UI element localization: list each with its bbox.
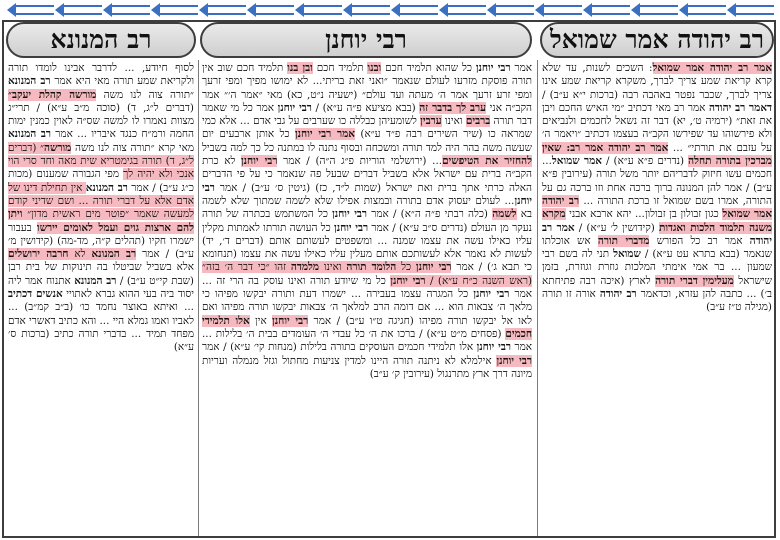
highlighted-passage: אמר: [748, 62, 772, 74]
text-segment: אילמלא לא ניתנה תורה היינו למדין צניעות מחתול וגזל מנמלה ועריות מיונה דרך ארץ מתרנגול (עירובין ק׳ ע״ב): [202, 354, 532, 380]
text-segment: רב המנונא: [8, 75, 51, 88]
text-segment: רבי יוחנן: [202, 181, 532, 207]
text-segment: אתנוח אמר ליה יסוד ביה בעי ההוא גברא לאתויי: [8, 274, 194, 301]
arrow-left-icon: [112, 5, 150, 15]
highlighted-passage: ואינו: [319, 261, 347, 274]
text-segment: רבי יוחנן: [334, 221, 369, 234]
column-divider: [537, 60, 538, 536]
text-segment: אמר שמואל: [551, 155, 602, 168]
highlighted-passage: חרבה ירושלים: [8, 248, 69, 261]
text-segment: לא כרת הקב״ה ברית עם ישראל אלא בשביל דברים שבעל פה שנאמר כי על פי הדברים האלה כרתי אתך ברית ואת ישראל (שמות ל״ד, כז) (גיטין ס׳ ע״ב) / אמר: [202, 155, 532, 194]
text-segment: ״תורה צוה לנו משה: [96, 88, 194, 101]
text-segment: אורה זו תורה (מגילה ט״ז ע״ב): [542, 288, 772, 314]
text-segment: לארץ (איכה רבה פתיחתא ב׳) ... כתבה להן עזרא, וכדאמר: [542, 274, 772, 301]
column-header-rav-yehuda: רב יהודה אמר שמואל: [540, 22, 774, 58]
text-segment: אלו תלמידי חכמים העוסקים בתורה בלילות (מנחות קי׳ ע״א) / אמר: [202, 341, 477, 354]
text-segment: כל אותן ארבעים יום שעשה משה בהר היה למד תורה ומשכחה ובסוף נתנה לו במתנה כל כך למה בשביל: [202, 128, 532, 154]
text-segment: לסוף חיודע, ... לדרבר אבינו לומדו תורה ולקריאת שמע תורה מאי היא אמר: [8, 62, 194, 88]
highlighted-passage: זהו ״כי דבר ה׳ בזה״ (ראש השנה כ״ח ע״א) /: [202, 261, 532, 287]
text-segment: אש אוכלתו שנאמר (בבא בתרא עט ע״א) /: [542, 234, 772, 261]
text-segment: אלא בשביל שביטלו בה תינוקות של בית רבן (שבת קי״ט ע״ב) /: [8, 261, 194, 287]
arrow-left-icon: [496, 5, 534, 15]
text-segment: רבי יוחנן: [332, 208, 368, 221]
text-segment: (בבא מציעא פ״ה ע״א) /: [311, 101, 420, 114]
highlighted-passage: אמר רבי יוחנן: [295, 128, 355, 141]
highlighted-passage: מקרא משנה תלמוד הלכות ואגדות: [542, 208, 772, 234]
highlighted-passage: ערבין: [420, 115, 442, 128]
arrow-left-icon: [256, 5, 294, 15]
arrow-left-icon: [400, 5, 438, 15]
text-segment: מפי הגבורה שמענום (מכות כ״ג ע״ב) / אמר: [8, 168, 194, 194]
arrow-left-icon: [64, 5, 102, 15]
column-text-rav-hamnuna: [8, 62, 194, 534]
highlighted-passage: מלמדה: [290, 261, 320, 274]
text-segment: כל המגרה עצמו בעבירה ... ישמרו דעת ותורה יבקשו מפיהו כי מלאך ה׳ צבאות הוא ... אם דומה הרב למלאך ה׳ צבאות יבקשו תורה מפיהו ואם לאו אל יבקשו תורה מפיהו (חגיגה ט״ו ע״ב) / אמר: [202, 288, 532, 327]
column-text-rav-yehuda: [542, 62, 772, 534]
text-segment: אמר רב כל הפורש: [649, 234, 750, 247]
column-divider: [198, 60, 199, 536]
arrow-left-icon: [352, 5, 390, 15]
highlighted-passage: ויתן להם ארצות גוים ועמל לאומים יירשו: [8, 208, 194, 234]
highlighted-passage: אין תחילת דינו של אדם אלא על דברי תורה ... ושם שדיני קודם למעשה שאמר ״פוטר מים ראשית מדון״: [8, 181, 194, 221]
arrow-left-icon: [208, 5, 246, 15]
text-segment: רבי יוחנן: [473, 288, 510, 301]
text-segment: (נדרים פ״א ע״א) /: [601, 155, 689, 168]
text-segment: כל מי שיודע תורה ואינו עוסק בה הרי זה ... אמר: [202, 274, 532, 301]
highlighted-passage: הלומד תורה: [346, 261, 397, 274]
text-segment: רב המנונא: [74, 274, 117, 287]
text-segment: רב המנונא: [85, 181, 128, 194]
highlighted-passage: רב המנונא: [91, 248, 137, 261]
highlighted-passage: רבי יוחנן: [415, 261, 452, 274]
top-arrow-strip: [0, 0, 780, 22]
arrow-left-icon: [544, 5, 582, 15]
text-segment: רבי יוחנן: [277, 101, 312, 114]
text-segment: לשומעיהן כבללה כו שערבים על גבי אדם ... אלא כמי שמראה כו (שיר השירים רבה פ״ד ע״א): [202, 115, 532, 141]
text-segment: (כלה רבתי פ״ה ה״א) / אמר: [367, 208, 493, 221]
highlighted-passage: ברבים: [465, 115, 491, 128]
highlighted-passage: רבי יוחנן: [390, 274, 426, 287]
highlighted-passage: ובן בנו: [287, 62, 313, 74]
highlighted-passage: כל: [396, 261, 416, 274]
column-text-rabbi-yochanan: [202, 62, 532, 534]
arrow-left-icon: [160, 5, 198, 15]
text-segment: כל שהוא תלמיד חכם: [381, 62, 476, 74]
text-segment: ... (ירושלמי הוריות פ״ג ה״ה) / אמר: [277, 155, 443, 168]
text-segment: אין: [249, 314, 273, 327]
text-segment: אנשים דכתיב: [8, 288, 63, 301]
text-segment: אמר רב מאי דכתיב ״מי האיש החכם ויבן את זאת״ (ירמיה ט׳, יא) דבר זה נשאל לחכמים ולנביאים ולא פירשוהו עד שפירשו הקב״ה בעצמו דכתיב ״ויאמר ה׳ על עזבם את תורתי״ ...: [542, 101, 772, 154]
highlighted-passage: לא: [68, 248, 92, 261]
text-segment: רבי יוחנן: [475, 62, 511, 74]
highlighted-passage: אלו תלמידי חכמים: [202, 314, 532, 340]
highlighted-passage: לשמה: [492, 208, 517, 221]
highlighted-passage: רב יהודה אמר שמואל: [542, 194, 772, 221]
highlighted-passage: מורשה: [44, 141, 72, 154]
arrow-left-icon: [304, 5, 342, 15]
highlighted-passage: רב יהודה אמר שמואל: [652, 62, 749, 74]
text-segment: רב יהודה: [599, 288, 637, 301]
highlighted-passage: רבי יוחנן: [241, 155, 278, 168]
text-segment: דאמר רב יהודה: [708, 101, 772, 114]
text-segment: רבי יוחנן: [476, 341, 511, 354]
arrow-left-icon: [736, 5, 774, 15]
highlighted-passage: ובנו: [367, 62, 382, 74]
text-segment: אמר כל מי שאמר דבר תורה: [202, 101, 532, 128]
highlighted-passage: רבי יוחנן: [496, 354, 532, 367]
arrow-left-icon: [688, 5, 726, 15]
text-segment: (דברים ל״ג, ד) (סוכה מ״ב ע״א) / תרי״ג מצוות נאמרו לו למשה שס״ה לאוין כמנין ימות החמה ורמ״ח כנגד איבריו ... אמר: [8, 101, 194, 141]
arrow-left-icon: [448, 5, 486, 15]
highlighted-passage: מעלימין דברי תורה: [655, 274, 734, 287]
text-segment: אמר: [510, 62, 532, 74]
highlighted-passage: ״ (דברים ל״ג, ד) תורה בגימטריא שית מאה וחד סרי הוי אנכי ולא יהיה לך: [8, 141, 194, 181]
highlighted-passage: רבי יוחנן: [272, 314, 309, 327]
highlighted-passage: ערב לך בדבר זה: [419, 101, 486, 114]
arrow-left-icon: [592, 5, 630, 15]
text-segment: ... חכמים עשו חיזוק לדבריהם יותר משל תורה (עירובין פ״א ע״ב) / אמר להן המנונה ברוך ברכה אחת וזו ברכה גם על התורה, אמרו בשם שמואל זו ברכת התורה ...: [542, 155, 772, 207]
text-segment: ... ואיתא באוצר נחמד כו׳ (ב״ב קמ״ב) ... לאביו ואמו גמלא היי ... והא כתיב דאשרי אדם מפחד תמיד ... בדברי תורה כתיב (ברכות ס׳ ע״א): [8, 301, 194, 354]
highlighted-passage: להחזיר את הטיפשים: [442, 155, 532, 168]
text-segment: (פסחים מ״ט ע״א) / ברכו את ה׳ כל עבדי ה׳ העומדים בבית ה׳ בלילות ... אמר: [202, 327, 532, 354]
highlighted-passage: מורשה קהלת יעקב״: [8, 88, 97, 101]
highlighted-passage: מדברי תורה: [597, 234, 650, 247]
arrow-left-icon: [16, 5, 54, 15]
text-segment: ... לעולם יעסוק אדם בתורה ובמצות אפילו שלא לשמה שמתוך שלא לשמה בא: [202, 194, 532, 221]
text-segment: שמואל: [613, 248, 641, 261]
column-header-rav-hamnuna: רב המנונא: [6, 22, 196, 58]
text-segment: ואינו: [441, 115, 466, 128]
highlighted-passage: אמר רב יהודה אמר רב: שאין מברכין בתורה תחלה: [542, 141, 772, 168]
text-segment: אמר רב יהודה: [542, 221, 772, 247]
text-segment: כל העושה תורתו לאמתות מקלין עליו כאילו עשה את עצמו שמנה ... ומשפטים לעשותם אותם (דברים ד׳, יד) לעשות לא נאמר אלא לעשותכם אותם מעלין עליו כאילו עשה את עצמו (תנחומא כי תבא ג׳) / אמר: [202, 221, 532, 274]
text-segment: כל המשתמש בכתרה של תורה נעקר מן העולם (נדרים ס״ב ע״א) / אמר: [202, 208, 532, 234]
text-segment: תלמיד חכם: [312, 62, 368, 74]
text-segment: תני לה בשם רבי שמעון ... בר אמי אימתי המלכות גוזרת וגוזרת, בזמן שישראל: [542, 248, 772, 287]
text-segment: רב המנונא: [8, 128, 51, 141]
arrow-left-icon: [640, 5, 678, 15]
text-segment: כגון זבולון בן זבולון... יהא ארבא אבני: [565, 208, 723, 221]
text-segment: תלמיד חכם שוב אין תורה פוסקת מזרעו לעולם שנאמר ״ואני זאת בריתי... לא ימושו מפיך ומפי זרעך ומפי זרע זרעך אמר ה׳ מעתה ועד עולם״ (ישעיה נ״ט, כא) מאי ״אמר ה׳״ אמר הקב״ה אני: [202, 62, 532, 114]
column-header-rabbi-yochanan: רבי יוחנן: [200, 22, 532, 58]
text-segment: בעבור ישמרו חקיו (תהלים ק״ה, מד-מה) (קידושין מ׳ ע״ב) / אמר: [8, 221, 194, 261]
text-segment: : השכים לשנות, עד שלא קרא קריאת שמע צריך לברך, משקרא קריאת שמע אינו צריך לברך, שכבר נפטר באהבה רבה (ברכות י״א ע״ב) /: [542, 62, 772, 101]
text-segment: (קידושין ל׳ ע״א) /: [574, 221, 659, 234]
text-segment: מאי קרא ״תורה צוה לנו משה: [71, 141, 194, 154]
